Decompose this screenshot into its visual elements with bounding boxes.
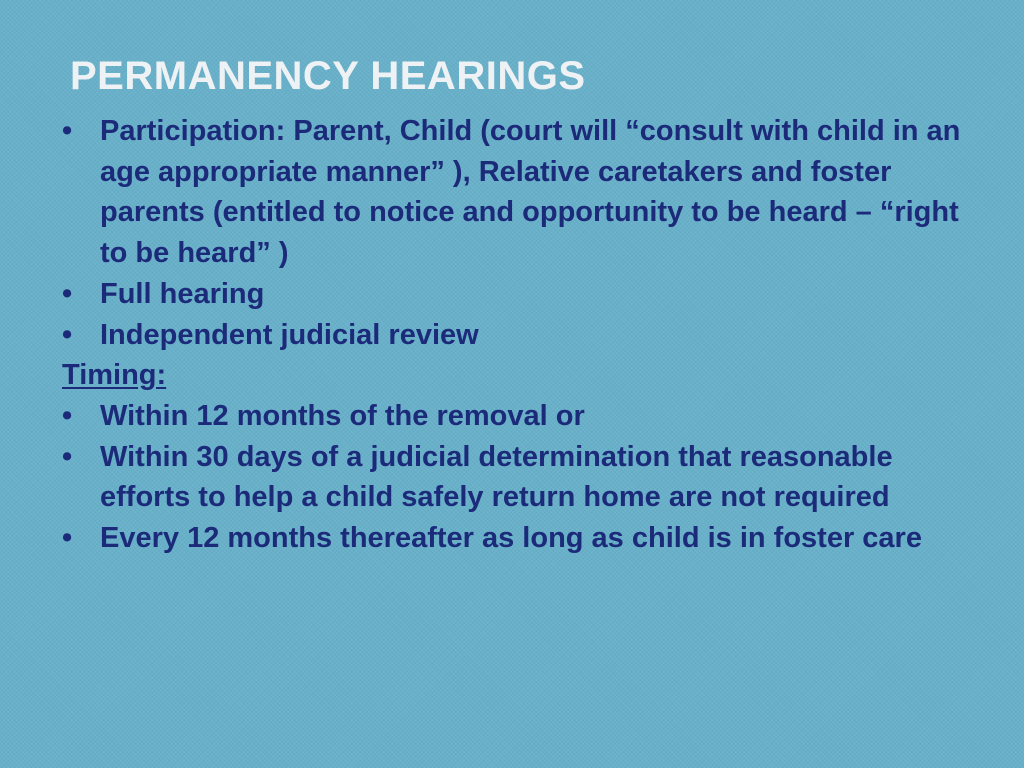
bullet-icon: • <box>62 115 73 147</box>
list-item <box>62 518 962 559</box>
slide-title: PERMANENCY HEARINGS <box>70 54 586 98</box>
bullet-icon: • <box>62 522 73 555</box>
list-item <box>62 274 962 315</box>
bullet-icon: • <box>62 399 73 432</box>
participation-list <box>62 111 962 355</box>
bullet-text: Independent judicial review <box>100 318 479 351</box>
timing-heading: Timing: <box>62 359 167 392</box>
bullet-text: Within 30 days of a judicial determination that reasonable efforts to help a child safely return home are not required <box>100 440 893 514</box>
list-item <box>62 315 962 356</box>
bullet-icon: • <box>62 277 73 310</box>
list-item <box>62 111 962 274</box>
slide-body <box>62 111 962 559</box>
bullet-text: Every 12 months thereafter as long as child is in foster care <box>100 522 922 555</box>
bullet-text: Full hearing <box>100 277 265 310</box>
list-item <box>62 437 962 518</box>
bullet-icon: • <box>62 440 73 473</box>
list-item <box>62 396 962 437</box>
bullet-text: Within 12 months of the removal or <box>100 399 585 432</box>
timing-list <box>62 396 962 559</box>
bullet-text: Participation: Parent, Child (court will “consult with child in an age appropriate manner” ), Relative caretakers and foster parents (entitled to notice and opportunity to be heard – “right to be heard” ) <box>100 115 961 270</box>
bullet-icon: • <box>62 318 73 351</box>
